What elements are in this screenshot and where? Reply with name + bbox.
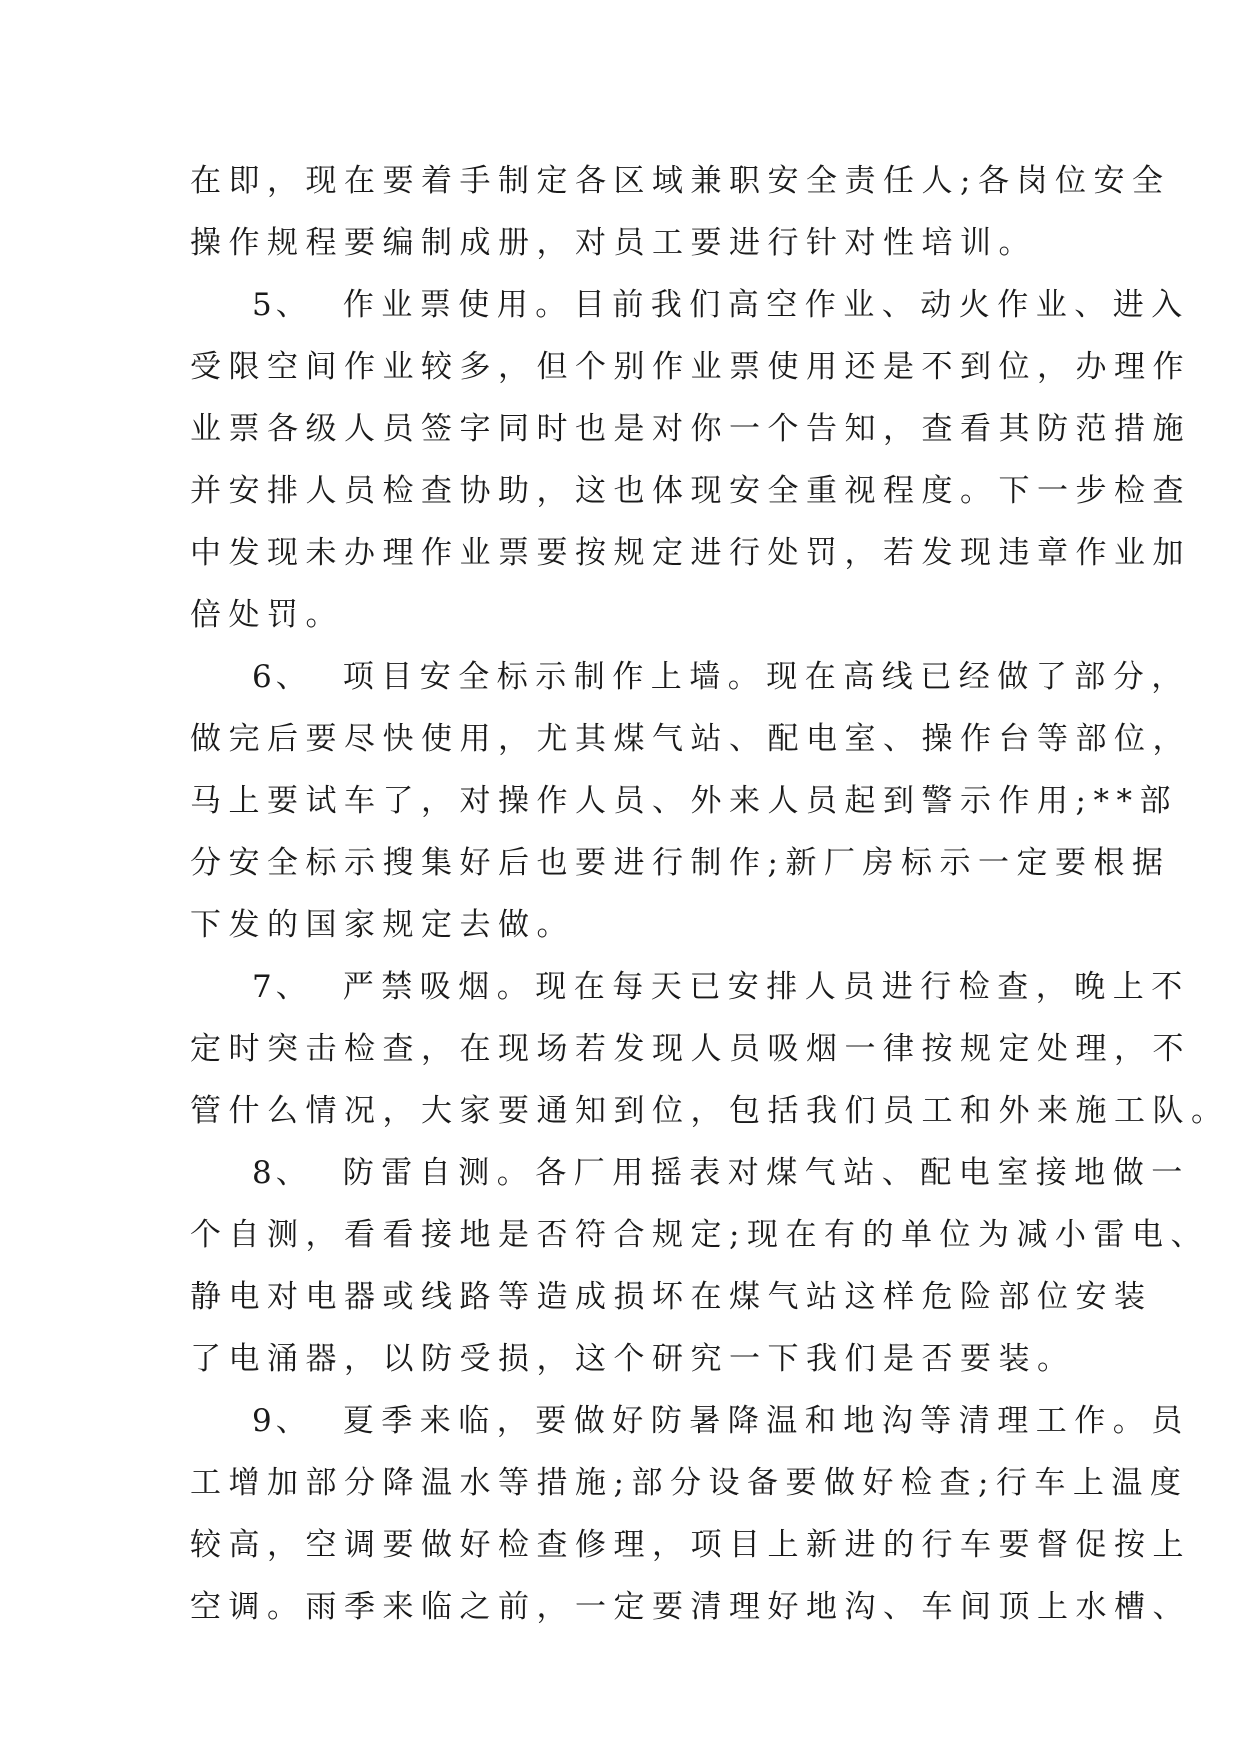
item-number: 7、: [252, 969, 311, 1005]
text-line: 6、 项目安全标示制作上墙。现在高线已经做了部分，: [190, 646, 1052, 708]
text-line: 5、 作业票使用。目前我们高空作业、动火作业、进入: [190, 274, 1052, 336]
text-line: 马上要试车了，对操作人员、外来人员起到警示作用;**部: [190, 783, 1178, 819]
text-line: 个自测，看看接地是否符合规定;现在有的单位为减小雷电、: [190, 1217, 1209, 1253]
paragraph-item-6: [190, 646, 1191, 956]
text-line: 操作规程要编制成册，对员工要进行针对性培训。: [190, 225, 1037, 261]
text-line: 在即，现在要着手制定各区域兼职安全责任人;各岗位安全: [190, 163, 1171, 199]
text-line: 下发的国家规定去做。: [190, 907, 575, 943]
text-line: 分安全标示搜集好后也要进行制作;新厂房标示一定要根据: [190, 845, 1171, 881]
paragraph-item-9: [190, 1390, 1191, 1638]
text-line: 静电对电器或线路等造成损坏在煤气站这样危险部位安装: [190, 1279, 1153, 1315]
item-number: 6、: [252, 659, 311, 695]
text-line: 8、 防雷自测。各厂用摇表对煤气站、配电室接地做一: [190, 1142, 1052, 1204]
text-line: 受限空间作业较多，但个别作业票使用还是不到位，办理作: [190, 349, 1191, 385]
text-line: 了电涌器，以防受损，这个研究一下我们是否要装。: [190, 1341, 1076, 1377]
document-body: [190, 150, 1230, 1638]
text-line: 管什么情况，大家要通知到位，包括我们员工和外来施工队。: [190, 1093, 1230, 1129]
text-line: 较高，空调要做好检查修理，项目上新进的行车要督促按上: [190, 1527, 1191, 1563]
text-line: 工增加部分降温水等措施;部分设备要做好检查;行车上温度: [190, 1465, 1189, 1501]
item-number: 8、: [252, 1155, 311, 1191]
text-line: 7、 严禁吸烟。现在每天已安排人员进行检查，晚上不: [190, 956, 1052, 1018]
text-line: 做完后要尽快使用，尤其煤气站、配电室、操作台等部位，: [190, 721, 1191, 757]
paragraph-item-7: [190, 956, 1230, 1142]
item-number: 9、: [252, 1403, 311, 1439]
text-line: 业票各级人员签字同时也是对你一个告知，查看其防范措施: [190, 411, 1191, 447]
item-number: 5、: [252, 287, 311, 323]
text-line: 倍处罚。: [190, 597, 344, 633]
text-line: 定时突击检查，在现场若发现人员吸烟一律按规定处理，不: [190, 1031, 1191, 1067]
text-line: 中发现未办理作业票要按规定进行处罚，若发现违章作业加: [190, 535, 1191, 571]
text-line: 空调。雨季来临之前，一定要清理好地沟、车间顶上水槽、: [190, 1589, 1191, 1625]
text-line: 并安排人员检查协助，这也体现安全重视程度。下一步检查: [190, 473, 1191, 509]
paragraph-item-8: [190, 1142, 1209, 1390]
paragraph-continuation: [190, 150, 1171, 274]
text-line: 9、 夏季来临，要做好防暑降温和地沟等清理工作。员: [190, 1390, 1052, 1452]
paragraph-item-5: [190, 274, 1191, 646]
